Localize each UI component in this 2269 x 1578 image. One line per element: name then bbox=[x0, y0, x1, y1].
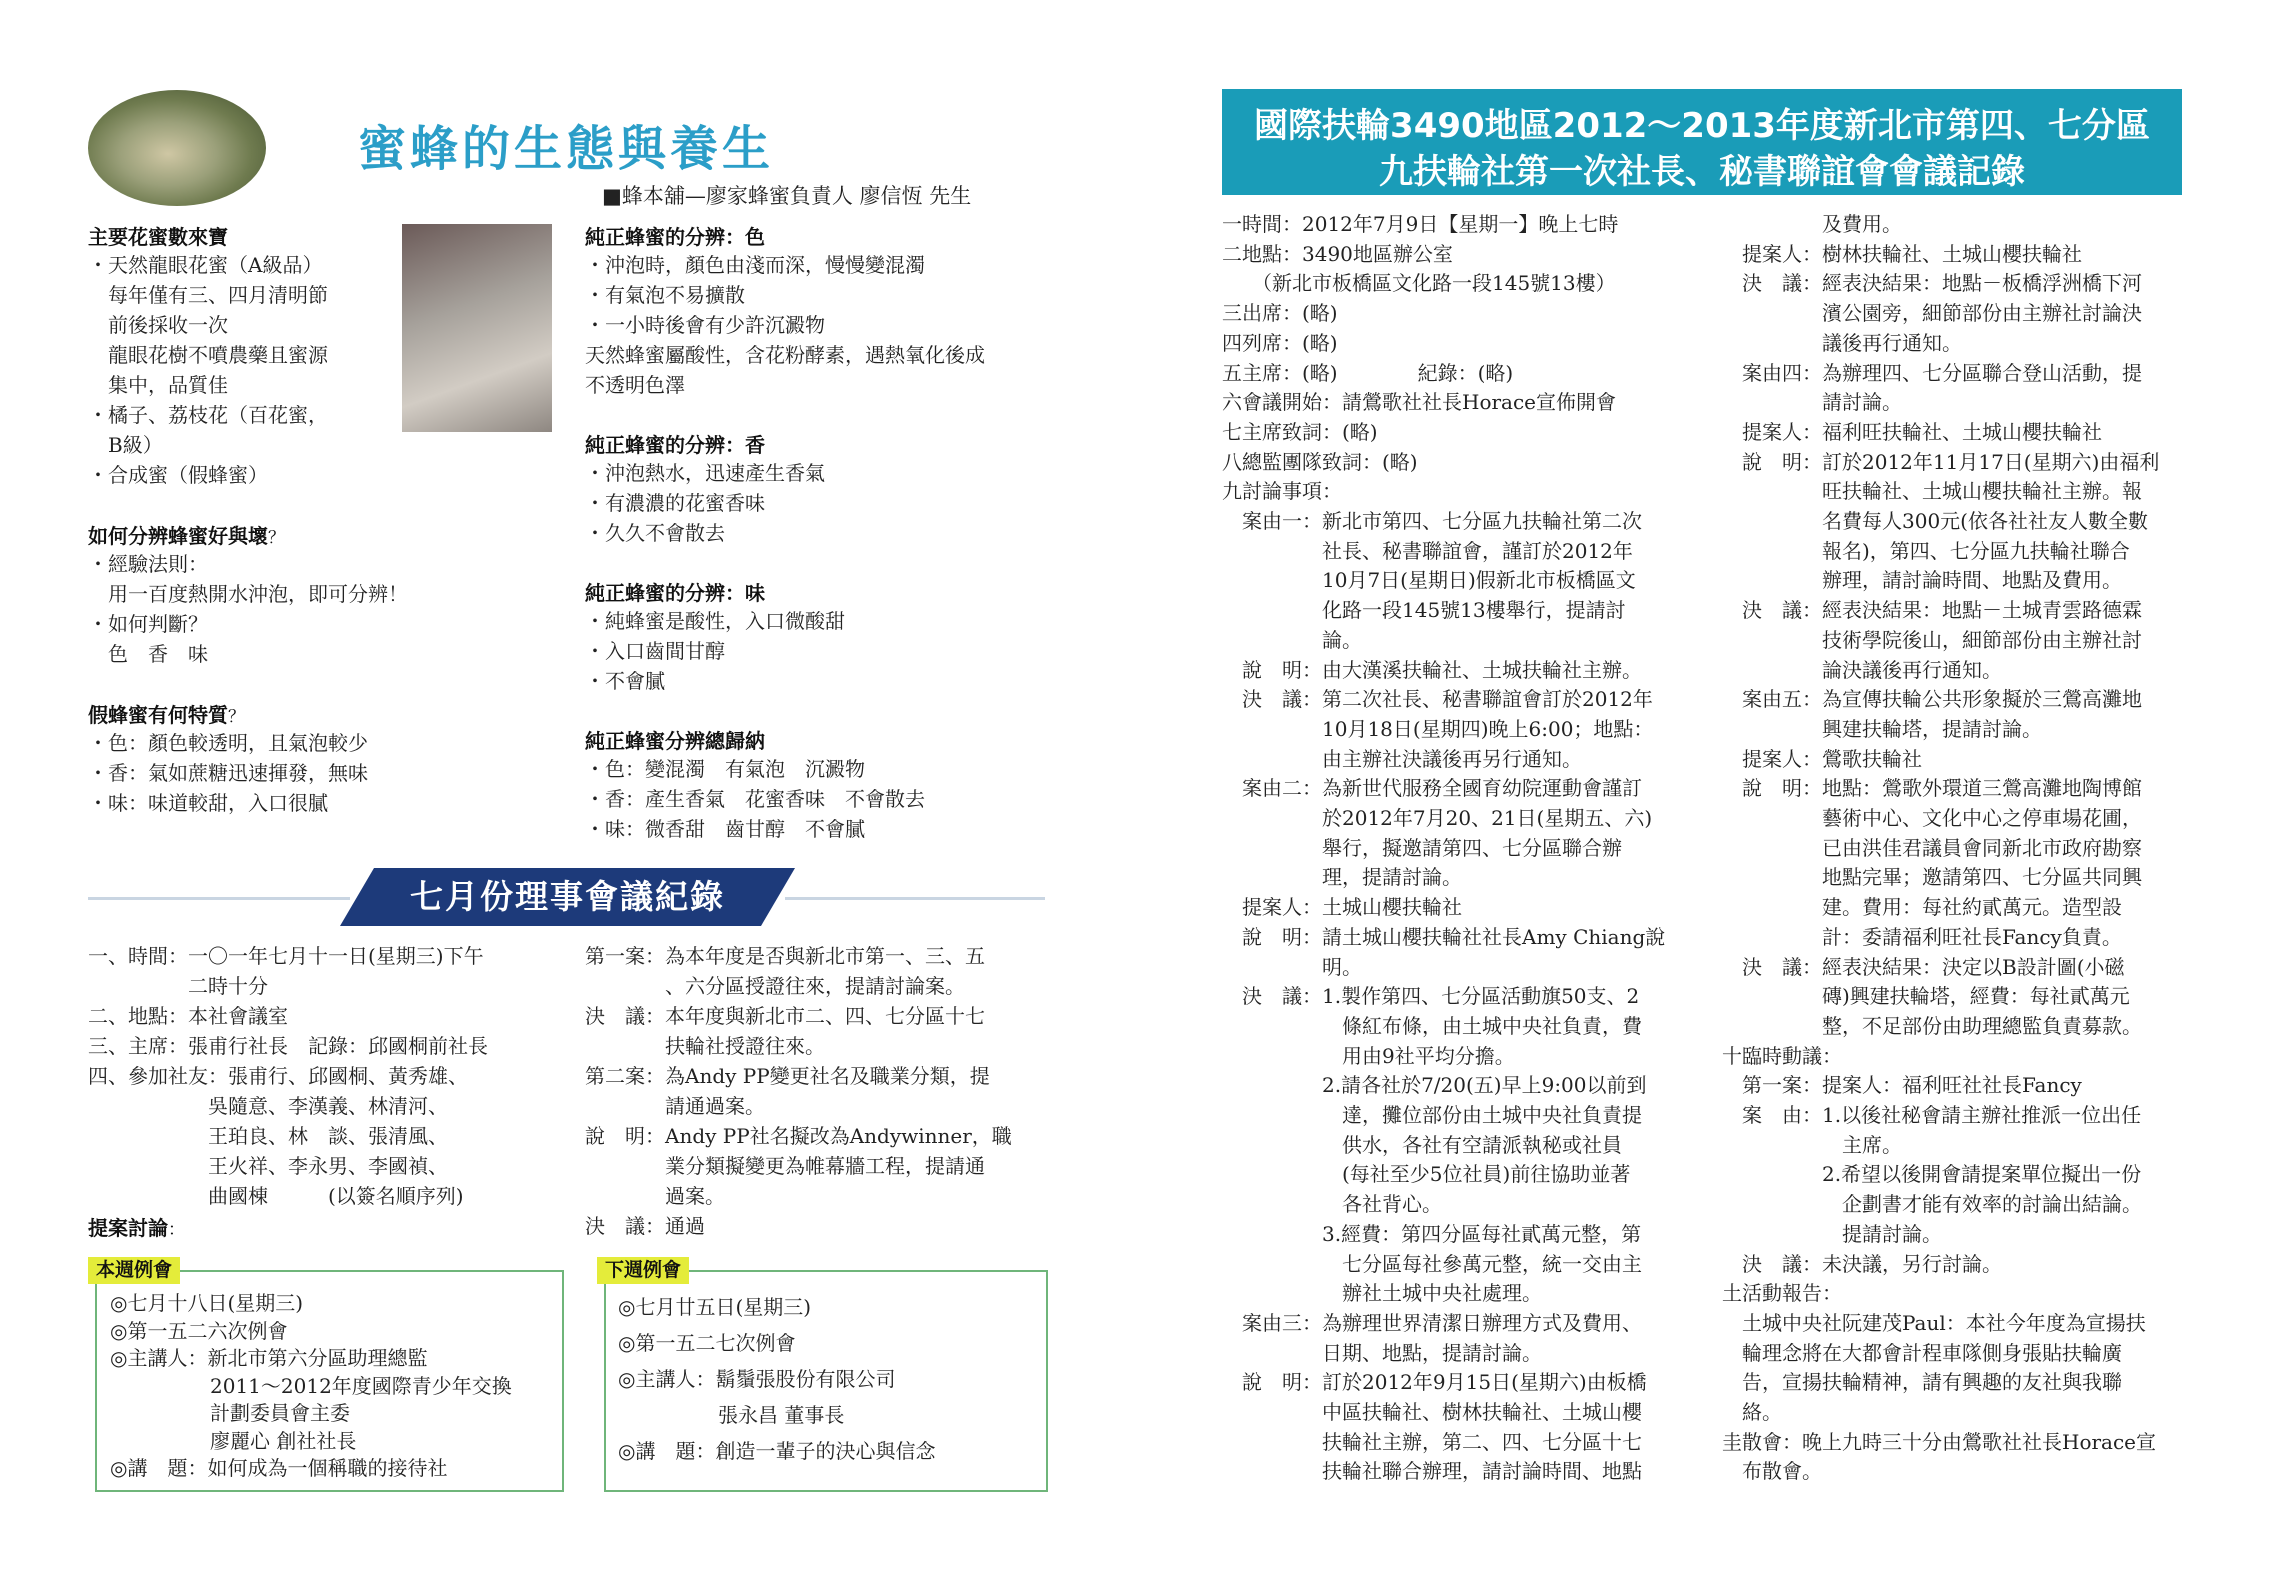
text-line: ・合成蜜（假蜂蜜） bbox=[88, 463, 268, 487]
text-line: 輪理念將在大都會計程車隊側身張貼扶輪廣 bbox=[1722, 1340, 2122, 1365]
text-line: 曲國棟 (以簽名順序列) bbox=[88, 1184, 464, 1208]
text-line: 旺扶輪社、土城山櫻扶輪社主辦。報 bbox=[1722, 479, 2142, 504]
text-line: 地點完畢；邀請第四、七分區共同興 bbox=[1722, 865, 2142, 890]
minutes-title-line-1: 國際扶輪3490地區2012～2013年度新北市第四、七分區 bbox=[1254, 106, 2150, 146]
text-line: 天然蜂蜜屬酸性，含花粉酵素，遇熱氧化後成 bbox=[585, 343, 985, 367]
text-line: 辦理，請討論時間、地點及費用。 bbox=[1722, 568, 2122, 593]
text-line: 業分類擬變更為帷幕牆工程，提請通 bbox=[585, 1154, 985, 1178]
text-line: 案由三：為辦理世界清潔日辦理方式及費用、 bbox=[1222, 1310, 1642, 1335]
text-line: 說 明：由大漢溪扶輪社、土城扶輪社主辦。 bbox=[1222, 657, 1642, 682]
text-line: 七主席致詞：(略) bbox=[1222, 419, 1378, 444]
text-line: 舉行，擬邀請第四、七分區聯合辦 bbox=[1222, 835, 1622, 860]
text-line: 前後採收一次 bbox=[88, 313, 228, 337]
text-line: ◎講 題：如何成為一個稱職的接待社 bbox=[110, 1456, 448, 1480]
text-line: ・沖泡時，顏色由淺而深，慢慢變混濁 bbox=[585, 253, 925, 277]
subheading: 純正蜂蜜分辨總歸納 bbox=[585, 729, 765, 753]
text-line: 扶輪社聯合辦理，請討論時間、地點 bbox=[1222, 1459, 1642, 1484]
text-line: 用由9社平均分擔。 bbox=[1222, 1043, 1515, 1068]
text-line: 四、參加社友：張甫行、邱國桐、黃秀雄、 bbox=[88, 1064, 468, 1088]
text-line: 10月18日(星期四)晚上6:00；地點： bbox=[1222, 716, 1654, 741]
subheading: 純正蜂蜜的分辨：味 bbox=[585, 581, 765, 605]
text-line: 技術學院後山，細節部份由主辦社討 bbox=[1722, 627, 2142, 652]
text-line: 興建扶輪塔，提請討論。 bbox=[1722, 716, 2042, 741]
text-line: 及費用。 bbox=[1722, 212, 1902, 236]
text-line: ・久久不會散去 bbox=[585, 521, 725, 545]
text-line: 決 議：通過 bbox=[585, 1214, 705, 1238]
text-line: ・香：產生香氣 花蜜香味 不會散去 bbox=[585, 787, 925, 811]
text-line: 化路一段145號13樓舉行，提請討 bbox=[1222, 598, 1626, 623]
text-line: 說 明：訂於2012年9月15日(星期六)由板橋 bbox=[1222, 1370, 1647, 1395]
text-line: 論決議後再行通知。 bbox=[1722, 657, 2002, 682]
text-line: ・經驗法則： bbox=[88, 552, 208, 576]
text-line: ◎講 題：創造一輩子的決心與信念 bbox=[618, 1439, 936, 1463]
text-line: 案由二：為新世代服務全國育幼院運動會謹訂 bbox=[1222, 776, 1642, 801]
text-line: ・味：微香甜 齒甘醇 不會膩 bbox=[585, 817, 865, 841]
text-line: 絡。 bbox=[1722, 1400, 1782, 1424]
text-line: 王珀良、林 談、張清風、 bbox=[88, 1124, 448, 1148]
text-line: 各社背心。 bbox=[1222, 1192, 1442, 1217]
text-line: 圭散會：晚上九時三十分由鶯歌社社長Horace宣 bbox=[1722, 1429, 2157, 1454]
subheading: 主要花蜜數來寶 bbox=[88, 225, 228, 249]
text-line: 論。 bbox=[1222, 627, 1362, 652]
text-line: ◎七月十八日(星期三) bbox=[110, 1291, 304, 1315]
text-line: 計劃委員會主委 bbox=[110, 1401, 350, 1425]
text-line: 九討論事項： bbox=[1222, 479, 1342, 504]
text-line: 五主席：(略) 紀錄：(略) bbox=[1222, 360, 1514, 385]
text-line: 說 明：地點：鶯歌外環道三鶯高灘地陶博館 bbox=[1722, 776, 2142, 801]
text-line: 二、地點：本社會議室 bbox=[88, 1004, 288, 1028]
speaker-photo bbox=[402, 224, 552, 432]
text-line: 提案人：鶯歌扶輪社 bbox=[1722, 746, 1922, 771]
text-line: ・有濃濃的花蜜香味 bbox=[585, 491, 765, 515]
text-line: 一、時間：一〇一年七月十一日(星期三)下午 bbox=[88, 944, 484, 968]
text-line: 告，宣揚扶輪精神，請有興趣的友社與我聯 bbox=[1722, 1370, 2122, 1395]
text-line: ・橘子、荔枝花（百花蜜， bbox=[88, 403, 328, 427]
text-line: 2.請各社於7/20(五)早上9:00以前到 bbox=[1222, 1073, 1647, 1098]
text-line: 第一案：為本年度是否與新北市第一、三、五 bbox=[585, 944, 985, 968]
text-line: 供水，各社有空請派執秘或社員 bbox=[1222, 1132, 1622, 1157]
article-title: 蜜蜂的生態與養生 bbox=[358, 121, 775, 177]
text-line: 過案。 bbox=[585, 1184, 725, 1208]
text-line: 、六分區授證往來，提請討論案。 bbox=[585, 974, 965, 998]
text-line: (每社至少5位社員)前往協助並著 bbox=[1222, 1162, 1631, 1187]
text-line: 扶輪社授證往來。 bbox=[585, 1034, 825, 1058]
text-line: 辦社土城中央社處理。 bbox=[1222, 1281, 1542, 1306]
text-line: 提案人：樹林扶輪社、土城山櫻扶輪社 bbox=[1722, 241, 2082, 266]
text-line: ・入口齒間甘醇 bbox=[585, 639, 725, 663]
subheading: 如何分辨蜂蜜好與壞？ bbox=[88, 524, 285, 548]
text-line: 達，攤位部份由土城中央社負責提 bbox=[1222, 1103, 1642, 1127]
text-line: 請通過案。 bbox=[585, 1094, 765, 1118]
text-line: 色 香 味 bbox=[88, 642, 208, 666]
text-line: 布散會。 bbox=[1722, 1459, 1822, 1484]
text-line: 10月7日(星期日)假新北市板橋區文 bbox=[1222, 568, 1636, 593]
text-line: 決 議：經表決結果：地點－板橋浮洲橋下河 bbox=[1722, 271, 2142, 296]
text-line: 案由五：為宣傳扶輪公共形象擬於三鶯高灘地 bbox=[1722, 687, 2142, 712]
text-line: ・純蜂蜜是酸性，入口微酸甜 bbox=[585, 609, 845, 633]
text-line: 3.經費：第四分區每社貳萬元整，第 bbox=[1222, 1221, 1642, 1246]
subheading: 純正蜂蜜的分辨：色 bbox=[585, 225, 765, 249]
text-line: ・如何判斷？ bbox=[88, 612, 208, 636]
minutes-title-banner bbox=[1222, 89, 2182, 195]
text-line: ◎第一五二七次例會 bbox=[618, 1331, 796, 1355]
text-line: B級） bbox=[88, 433, 163, 457]
text-line: 提請討論。 bbox=[1722, 1221, 1942, 1246]
text-line: 說 明：請土城山櫻扶輪社社長Amy Chiang說 bbox=[1222, 924, 1666, 949]
text-line: 王火祥、李永男、李國禎、 bbox=[88, 1154, 448, 1178]
text-line: ◎第一五二六次例會 bbox=[110, 1318, 288, 1343]
subheading: 純正蜂蜜的分辨：香 bbox=[585, 433, 765, 457]
text-line: ・味：味道較甜，入口很膩 bbox=[88, 791, 328, 815]
text-line: 扶輪社主辦，第二、四、七分區十七 bbox=[1222, 1429, 1642, 1454]
subheading: 假蜂蜜有何特質？ bbox=[88, 703, 245, 727]
text-line: ・天然龍眼花蜜（A級品） bbox=[88, 253, 323, 277]
text-line: 案 由：1.以後社秘會請主辦社推派一位出任 bbox=[1722, 1103, 2142, 1127]
text-line: ◎主講人：鬍鬚張股份有限公司 bbox=[618, 1367, 896, 1391]
text-line: 決 議：經表決結果：地點－土城青雲路德霖 bbox=[1722, 598, 2142, 623]
text-line: 龍眼花樹不噴農藥且蜜源 bbox=[88, 343, 328, 367]
text-line: ◎主講人：新北市第六分區助理總監 bbox=[110, 1346, 428, 1370]
text-line: 於2012年7月20、21日(星期五、六) bbox=[1222, 806, 1653, 830]
text-line: 藝術中心、文化中心之停車場花圃， bbox=[1722, 806, 2142, 830]
text-line: 報名)，第四、七分區九扶輪社聯合 bbox=[1722, 538, 2130, 563]
text-line: 決 議：未決議，另行討論。 bbox=[1722, 1251, 2002, 1276]
text-line: 提案人：福利旺扶輪社、土城山櫻扶輪社 bbox=[1722, 419, 2102, 444]
text-line: ・色：顏色較透明，且氣泡較少 bbox=[88, 731, 368, 755]
text-line: 計：委請福利旺社長Fancy負責。 bbox=[1722, 924, 2122, 949]
text-line: 請討論。 bbox=[1722, 390, 1902, 415]
text-line: 中區扶輪社、樹林扶輪社、土城山櫻 bbox=[1222, 1400, 1642, 1424]
text-line: 提案人：土城山櫻扶輪社 bbox=[1222, 895, 1462, 920]
text-line: 整，不足部份由助理總監負責募款。 bbox=[1722, 1013, 2142, 1038]
text-line: 主席。 bbox=[1722, 1132, 1902, 1157]
text-line: 名費每人300元(依各社社友人數全數 bbox=[1722, 509, 2148, 533]
text-line: 吳隨意、李漢義、林清河、 bbox=[88, 1094, 448, 1118]
text-line: 磚)興建扶輪塔，經費：每社貳萬元 bbox=[1722, 984, 2130, 1009]
text-line: 案由四：為辦理四、七分區聯合登山活動，提 bbox=[1722, 360, 2142, 385]
text-line: 決 議：本年度與新北市二、四、七分區十七 bbox=[585, 1004, 985, 1028]
text-line: 四列席：(略) bbox=[1222, 330, 1338, 355]
text-line: 土城中央社阮建茂Paul：本社今年度為宣揚扶 bbox=[1722, 1310, 2146, 1335]
text-line: 理，提請討論。 bbox=[1222, 865, 1462, 890]
text-line: （新北市板橋區文化路一段145號13樓） bbox=[1222, 271, 1616, 296]
text-line: 八總監團隊致詞：(略) bbox=[1222, 449, 1418, 474]
text-line: 二時十分 bbox=[88, 974, 268, 998]
text-line: ・有氣泡不易擴散 bbox=[585, 283, 745, 307]
bee-flower-photo bbox=[88, 90, 266, 206]
text-line: 說 明：Andy PP社名擬改為Andywinner，職 bbox=[585, 1124, 1012, 1148]
text-line: 明。 bbox=[1222, 954, 1362, 979]
text-line: 第二案：為Andy PP變更社名及職業分類，提 bbox=[585, 1064, 990, 1088]
text-line: 已由洪佳君議員會同新北市政府勘察 bbox=[1722, 835, 2142, 860]
text-line: 三出席：(略) bbox=[1222, 301, 1338, 326]
minutes-title-line-2: 九扶輪社第一次社長、秘書聯誼會會議記錄 bbox=[1379, 152, 2025, 192]
text-line: 二地點：3490地區辦公室 bbox=[1222, 241, 1453, 266]
text-line: ・一小時後會有少許沉澱物 bbox=[585, 313, 825, 337]
text-line: 一時間：2012年7月9日【星期一】晚上七時 bbox=[1222, 212, 1619, 236]
text-line: 決 議：1.製作第四、七分區活動旗50支、2 bbox=[1222, 984, 1640, 1009]
text-line: 決 議：經表決結果：決定以B設計圖(小磁 bbox=[1722, 954, 2125, 979]
text-line: 由主辦社決議後再另行通知。 bbox=[1222, 746, 1582, 771]
text-line: 每年僅有三、四月清明節 bbox=[88, 283, 328, 307]
section-divider-right bbox=[785, 897, 1045, 900]
text-line: ・色：變混濁 有氣泡 沉澱物 bbox=[585, 757, 865, 781]
text-line: ・不會膩 bbox=[585, 669, 665, 693]
text-line: ◎七月廿五日(星期三) bbox=[618, 1295, 812, 1319]
section-divider-left bbox=[88, 897, 350, 900]
text-line: ・沖泡熱水，迅速產生香氣 bbox=[585, 461, 825, 485]
text-line: 案由一：新北市第四、七分區九扶輪社第二次 bbox=[1222, 509, 1642, 533]
text-line: 六會議開始：請鶯歌社社長Horace宣佈開會 bbox=[1222, 390, 1617, 415]
text-line: 三、主席：張甫行社長 記錄：邱國桐前社長 bbox=[88, 1034, 488, 1058]
text-line: 土活動報告： bbox=[1722, 1281, 1842, 1306]
text-line: 決 議：第二次社長、秘書聯誼會訂於2012年 bbox=[1222, 687, 1653, 712]
next-week-tab: 下週例會 bbox=[597, 1257, 689, 1284]
text-line: 企劃書才能有效率的討論出結論。 bbox=[1722, 1192, 2142, 1217]
text-line: ・香：氣如蔗糖迅速揮發，無味 bbox=[88, 761, 368, 785]
text-line: 濱公園旁，細節部份由主辦社討論決 bbox=[1722, 301, 2142, 326]
text-line: 不透明色澤 bbox=[585, 373, 685, 397]
text-line: 條紅布條，由土城中央社負責，費 bbox=[1222, 1013, 1642, 1038]
text-line: 議後再行通知。 bbox=[1722, 330, 1962, 355]
text-line: 十臨時動議： bbox=[1722, 1043, 1842, 1068]
text-line: 集中，品質佳 bbox=[88, 373, 228, 397]
text-line: 廖麗心 創社社長 bbox=[110, 1428, 357, 1453]
text-line: 社長、秘書聯誼會，謹訂於2012年 bbox=[1222, 538, 1633, 563]
text-line: 用一百度熱開水沖泡，即可分辨！ bbox=[88, 582, 408, 606]
text-line: 張永昌 董事長 bbox=[618, 1403, 845, 1427]
text-line: 第一案：提案人：福利旺社社長Fancy bbox=[1722, 1073, 2082, 1098]
text-line: 七分區每社參萬元整，統一交由主 bbox=[1222, 1251, 1642, 1276]
article-byline: ■蜂本舖—廖家蜂蜜負責人 廖信恆 先生 bbox=[602, 184, 972, 208]
text-line: 2.希望以後開會請提案單位擬出一份 bbox=[1722, 1162, 2142, 1187]
text-line: 建。費用：每社約貳萬元。造型設 bbox=[1722, 895, 2122, 920]
subheading: 提案討論： bbox=[88, 1216, 185, 1240]
text-line: 日期、地點，提請討論。 bbox=[1222, 1340, 1542, 1365]
this-week-tab: 本週例會 bbox=[88, 1257, 180, 1284]
text-line: 說 明：訂於2012年11月17日(星期六)由福利 bbox=[1722, 449, 2160, 474]
section-title: 七月份理事會議紀錄 bbox=[410, 877, 725, 916]
text-line: 2011～2012年度國際青少年交換 bbox=[110, 1373, 512, 1398]
